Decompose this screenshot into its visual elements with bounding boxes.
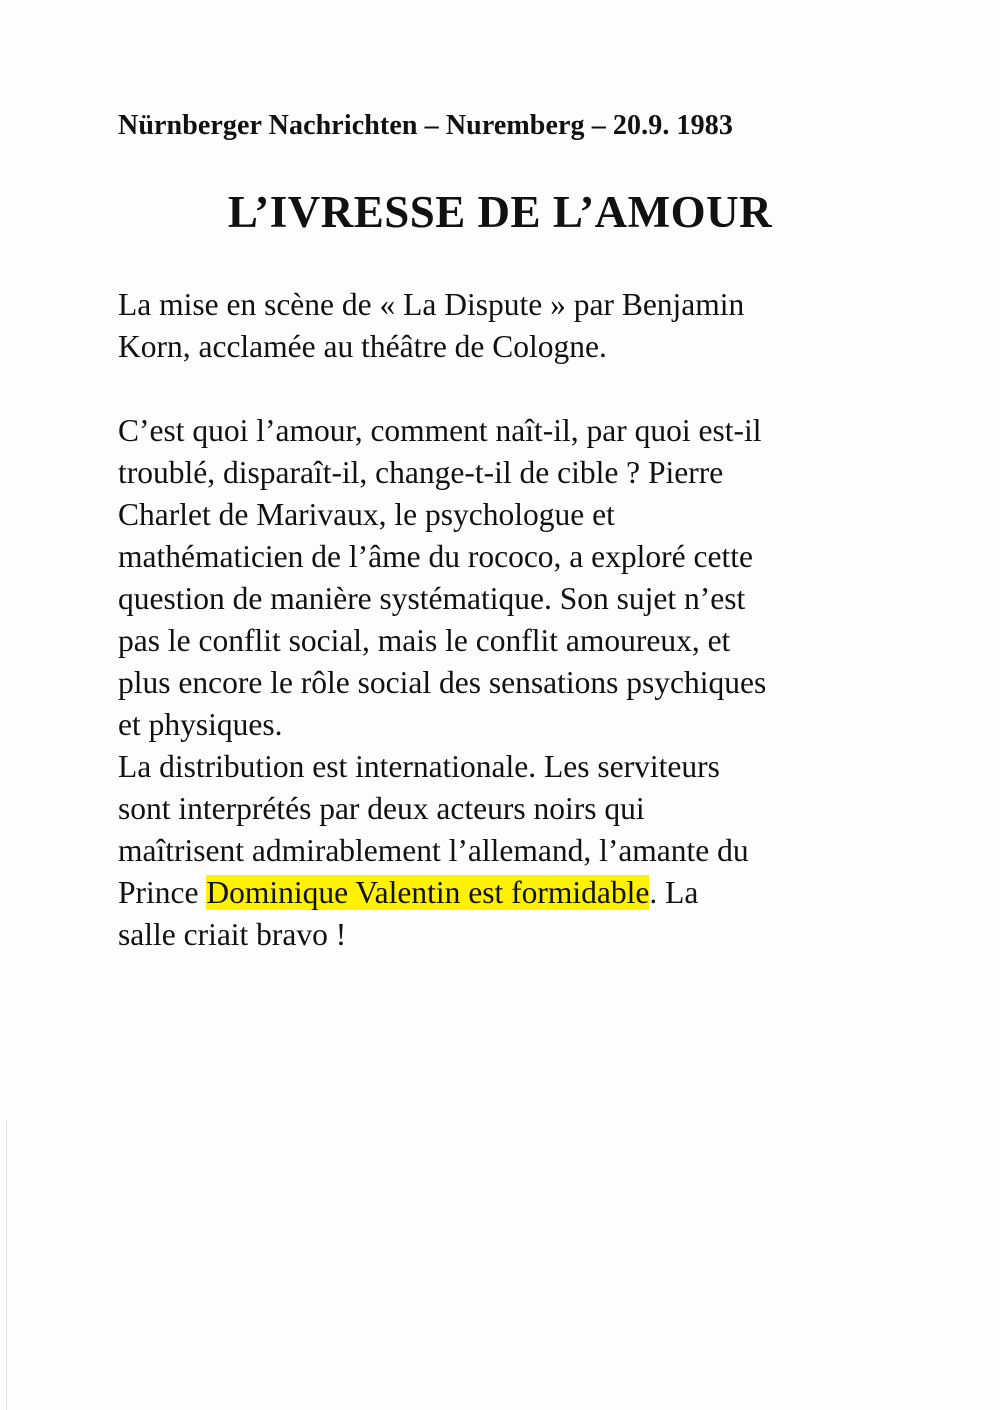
article-title: L’IVRESSE DE L’AMOUR [227,187,773,237]
highlighted-text: Dominique Valentin est formidable [206,875,650,910]
body-line: plus encore le rôle social des sensations psychiques [118,665,767,700]
body-line: pas le conflit social, mais le conflit amoureux, et [118,623,731,658]
text-after-highlight: . La [649,875,699,910]
newspaper-source-line: Nürnberger Nachrichten – Nuremberg – 20.9. 1983 [118,110,733,141]
body-line: maîtrisent admirablement l’allemand, l’amante du [118,833,749,868]
text-before-highlight: Prince [118,875,207,910]
closing-line: salle criait bravo ! [118,917,347,952]
body-line: sont interprétés par deux acteurs noirs qui [118,791,645,826]
body-line: Charlet de Marivaux, le psychologue et [118,497,615,532]
body-line: et physiques. [118,707,283,742]
body-line: question de manière systématique. Son sujet n’est [118,581,746,616]
lead-line: Korn, acclamée au théâtre de Cologne. [118,329,607,364]
highlighted-sentence-line [118,872,698,914]
body-line: La distribution est internationale. Les serviteurs [118,749,720,784]
scan-edge-line [6,1120,7,1410]
lead-line: La mise en scène de « La Dispute » par Benjamin [118,287,745,322]
body-line: C’est quoi l’amour, comment naît-il, par quoi est-il [118,413,762,448]
body-line: mathématicien de l’âme du rococo, a exploré cette [118,539,753,574]
body-line: troublé, disparaît-il, change-t-il de cible ? Pierre [118,455,724,490]
